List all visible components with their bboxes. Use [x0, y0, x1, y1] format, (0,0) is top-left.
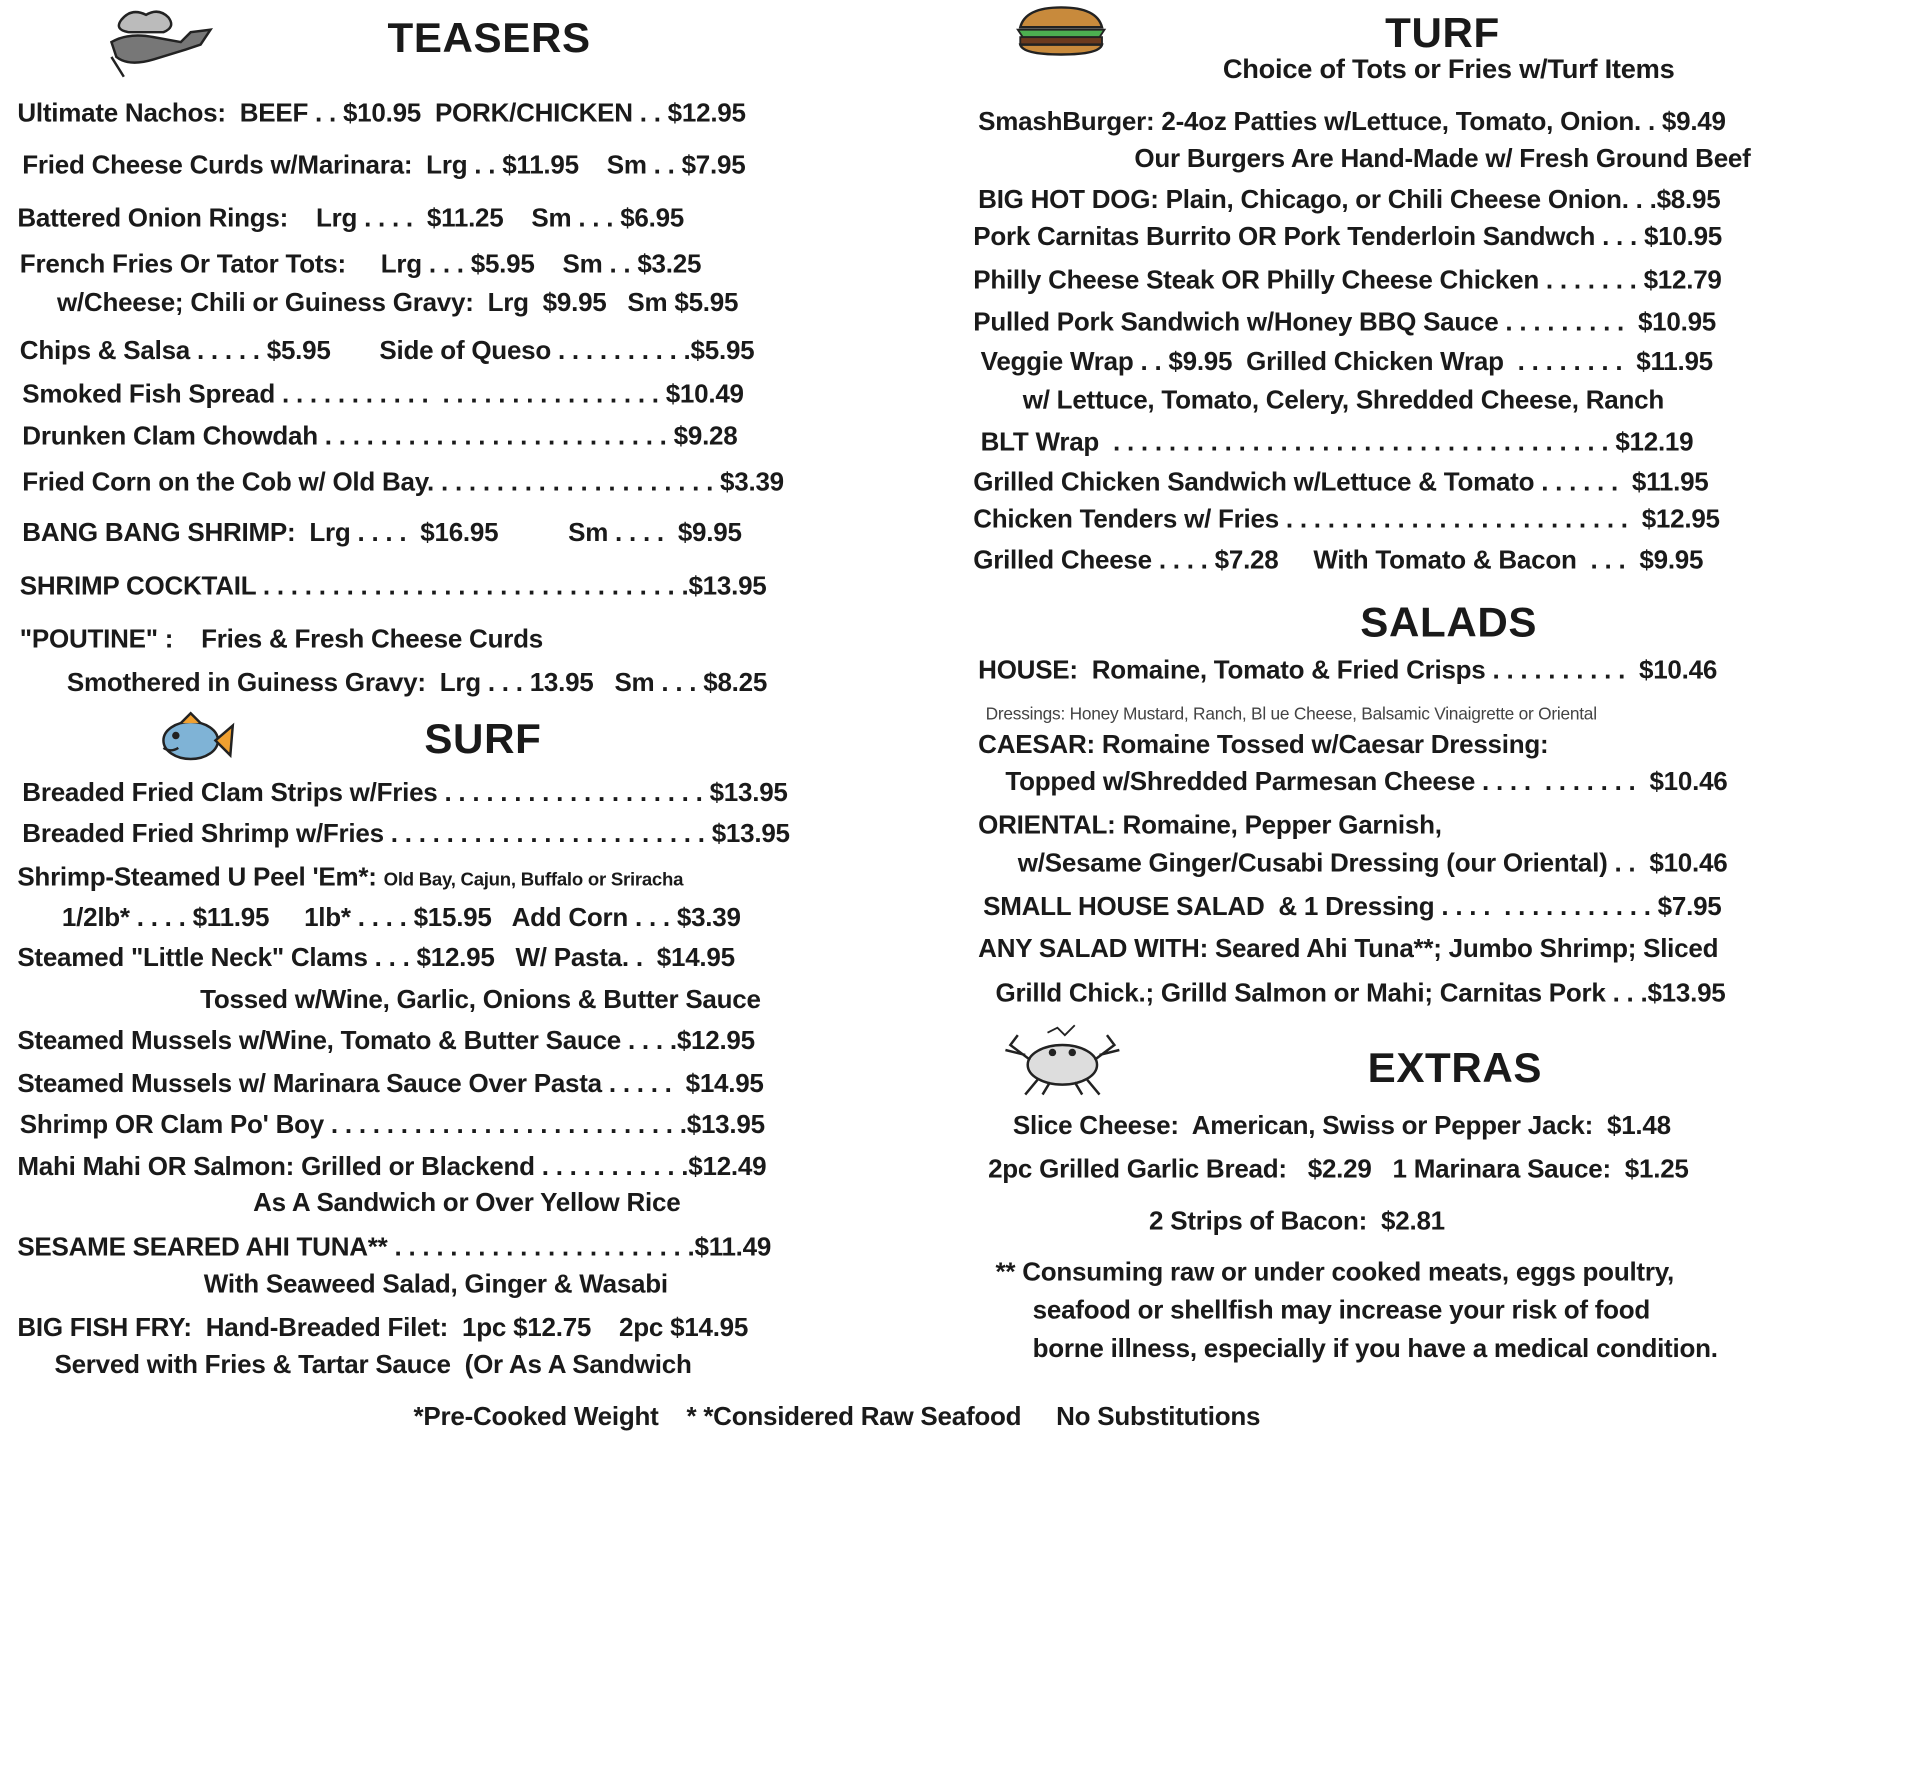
menu-item: Steamed Mussels w/Wine, Tomato & Butter Sauce . . . .$12.95 — [17, 1026, 755, 1055]
menu-item-options: Old Bay, Cajun, Buffalo or Sriracha — [383, 869, 684, 891]
menu-item-detail: Grilld Chick.; Grilld Salmon or Mahi; Carnitas Pork . . .$13.95 — [995, 979, 1726, 1008]
menu-item: Pulled Pork Sandwich w/Honey BBQ Sauce . . . . . . . . . $10.95 — [973, 308, 1717, 337]
dressings-note: Dressings: Honey Mustard, Ranch, Bl ue Cheese, Balsamic Vinaigrette or Oriental — [985, 703, 1597, 724]
menu-item: 2pc Grilled Garlic Bread: $2.29 1 Marinara Sauce: $1.25 — [988, 1155, 1689, 1184]
menu-item: SHRIMP COCKTAIL . . . . . . . . . . . . . . . . . . . . . . . . . . . . . . .$13.95 — [19, 572, 767, 601]
disclaimer-line: ** Consuming raw or under cooked meats, eggs poultry, — [995, 1258, 1674, 1287]
chef-hat-pointing-icon — [104, 5, 215, 82]
menu-item — [17, 863, 683, 895]
hamburger-icon — [1013, 5, 1110, 57]
menu-item: CAESAR: Romaine Tossed w/Caesar Dressing: — [978, 730, 1549, 760]
menu-item: Ultimate Nachos: BEEF . . $10.95 PORK/CHICKEN . . $12.95 — [17, 99, 746, 128]
menu-item: Smoked Fish Spread . . . . . . . . . . . . . . . . . . . . . . . . . . . $10.49 — [22, 380, 744, 409]
menu-item: BANG BANG SHRIMP: Lrg . . . . $16.95 Sm . . . . $9.95 — [22, 518, 742, 548]
menu-item: BIG HOT DOG: Plain, Chicago, or Chili Cheese Onion. . .$8.95 — [978, 185, 1721, 215]
footer-note: *Pre-Cooked Weight * *Considered Raw Seafood No Substitutions — [413, 1402, 1261, 1432]
menu-item: Shrimp OR Clam Po' Boy . . . . . . . . . . . . . . . . . . . . . . . . . .$13.95 — [19, 1110, 765, 1140]
disclaimer-line: seafood or shellfish may increase your risk of food — [1032, 1296, 1651, 1325]
menu-item-detail: Our Burgers Are Hand-Made w/ Fresh Ground Beef — [1134, 144, 1751, 174]
menu-item: Grilled Cheese . . . . $7.28 With Tomato & Bacon . . . $9.95 — [973, 546, 1704, 575]
menu-item: Veggie Wrap . . $9.95 Grilled Chicken Wrap . . . . . . . . $11.95 — [980, 347, 1713, 377]
menu-item: BIG FISH FRY: Hand-Breaded Filet: 1pc $12.75 2pc $14.95 — [17, 1313, 749, 1343]
menu-item-detail: Tossed w/Wine, Garlic, Onions & Butter Sauce — [200, 985, 761, 1015]
menu-item: Breaded Fried Shrimp w/Fries . . . . . . . . . . . . . . . . . . . . . . . $13.95 — [22, 819, 790, 849]
menu-item-detail: As A Sandwich or Over Yellow Rice — [253, 1188, 681, 1218]
menu-item: Breaded Fried Clam Strips w/Fries . . . . . . . . . . . . . . . . . . . $13.95 — [22, 778, 788, 808]
menu-item: Fried Cheese Curds w/Marinara: Lrg . . $11.95 Sm . . $7.95 — [22, 151, 746, 180]
crab-sketch-icon — [1000, 1023, 1124, 1097]
turf-heading: TURF — [1385, 9, 1500, 57]
menu-item-name: Shrimp-Steamed U Peel 'Em*: — [17, 863, 384, 892]
menu-item: Battered Onion Rings: Lrg . . . . $11.25 Sm . . . $6.95 — [17, 204, 685, 233]
surf-heading: SURF — [424, 715, 542, 763]
menu-item: Grilled Chicken Sandwich w/Lettuce & Tomato . . . . . . $11.95 — [973, 468, 1709, 497]
fish-icon — [154, 711, 236, 768]
salads-heading: SALADS — [1360, 599, 1538, 647]
menu-item-detail: Smothered in Guiness Gravy: Lrg . . . 13.95 Sm . . . $8.25 — [66, 668, 768, 698]
menu-item: Fried Corn on the Cob w/ Old Bay. . . . . . . . . . . . . . . . . . . . . $3.39 — [22, 468, 784, 497]
menu-item: SmashBurger: 2-4oz Patties w/Lettuce, Tomato, Onion. . $9.49 — [978, 107, 1726, 137]
menu-item: BLT Wrap . . . . . . . . . . . . . . . . . . . . . . . . . . . . . . . . . . . . $12.19 — [980, 428, 1694, 457]
menu-item-detail: Topped w/Shredded Parmesan Cheese . . . . . . . . . . . $10.46 — [1005, 767, 1728, 797]
disclaimer-line: borne illness, especially if you have a medical condition. — [1032, 1334, 1718, 1364]
turf-subheading: Choice of Tots or Fries w/Turf Items — [1222, 53, 1675, 85]
menu-item: Mahi Mahi OR Salmon: Grilled or Blackend . . . . . . . . . . .$12.49 — [17, 1152, 767, 1182]
menu-item-detail: With Seaweed Salad, Ginger & Wasabi — [203, 1270, 668, 1299]
menu-item: ORIENTAL: Romaine, Pepper Garnish, — [978, 811, 1442, 840]
menu-item-detail: w/Sesame Ginger/Cusabi Dressing (our Oriental) . . $10.46 — [1017, 849, 1728, 878]
menu-item: 2 Strips of Bacon: $2.81 — [1149, 1207, 1445, 1236]
menu-item: French Fries Or Tator Tots: Lrg . . . $5.95 Sm . . $3.25 — [19, 250, 702, 279]
menu-item: Chips & Salsa . . . . . $5.95 Side of Queso . . . . . . . . . .$5.95 — [19, 336, 755, 366]
menu-item: Steamed "Little Neck" Clams . . . $12.95 W/ Pasta. . $14.95 — [17, 943, 735, 972]
teasers-heading: TEASERS — [387, 14, 591, 62]
menu-item: "POUTINE" : Fries & Fresh Cheese Curds — [19, 625, 543, 654]
menu-item-detail: 1/2lb* . . . . $11.95 1lb* . . . . $15.95 Add Corn . . . $3.39 — [61, 903, 741, 933]
menu-item-detail: Served with Fries & Tartar Sauce (Or As A Sandwich — [54, 1350, 692, 1380]
menu-item: ANY SALAD WITH: Seared Ahi Tuna**; Jumbo Shrimp; Sliced — [978, 934, 1719, 964]
menu-item: SMALL HOUSE SALAD & 1 Dressing . . . . . . . . . . . . . . . $7.95 — [983, 892, 1722, 922]
menu-item: Slice Cheese: American, Swiss or Pepper Jack: $1.48 — [1012, 1111, 1671, 1141]
menu-item: Steamed Mussels w/ Marinara Sauce Over Pasta . . . . . $14.95 — [17, 1069, 764, 1099]
menu-item-detail: w/ Lettuce, Tomato, Celery, Shredded Cheese, Ranch — [1022, 386, 1664, 415]
menu-item-detail: w/Cheese; Chili or Guiness Gravy: Lrg $9.95 Sm $5.95 — [56, 288, 739, 317]
menu-item: Pork Carnitas Burrito OR Pork Tenderloin Sandwch . . . $10.95 — [973, 222, 1723, 252]
menu-item: SESAME SEARED AHI TUNA** . . . . . . . . . . . . . . . . . . . . . .$11.49 — [17, 1233, 772, 1262]
menu-item: Philly Cheese Steak OR Philly Cheese Chicken . . . . . . . $12.79 — [973, 266, 1722, 295]
menu-item: Drunken Clam Chowdah . . . . . . . . . . . . . . . . . . . . . . . . . $9.28 — [22, 422, 738, 451]
menu-item: Chicken Tenders w/ Fries . . . . . . . . . . . . . . . . . . . . . . . . . $12.95 — [973, 505, 1720, 534]
extras-heading: EXTRAS — [1367, 1045, 1543, 1093]
menu-item: HOUSE: Romaine, Tomato & Fried Crisps . . . . . . . . . . $10.46 — [978, 656, 1718, 685]
